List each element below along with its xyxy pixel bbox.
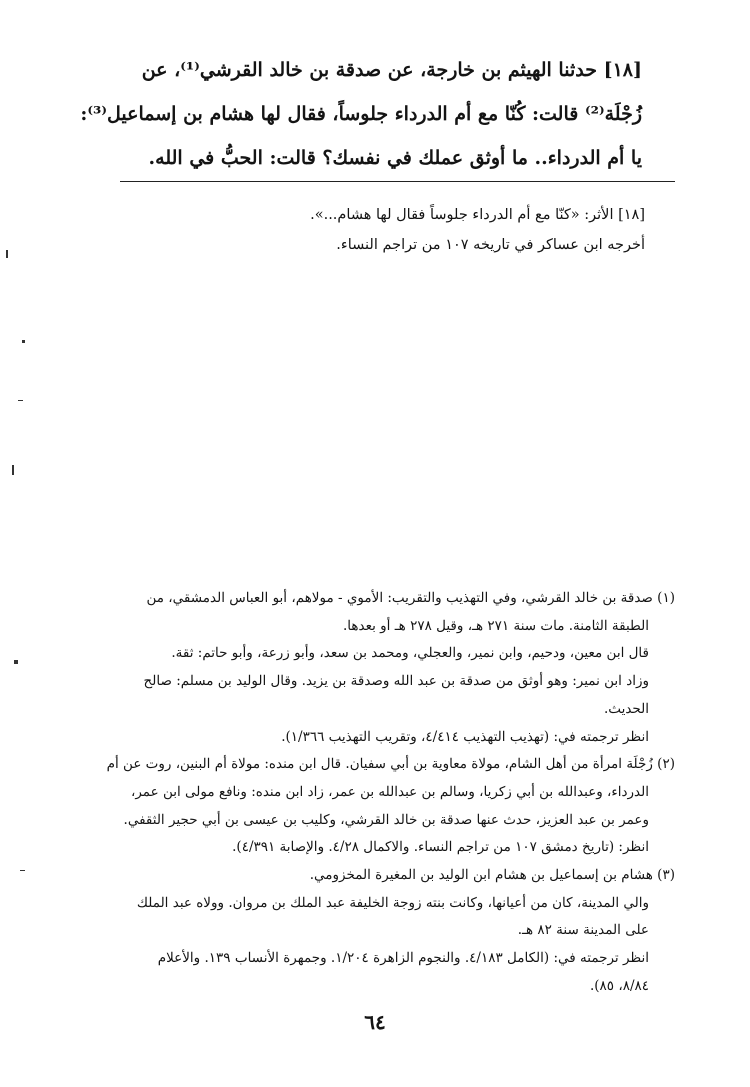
scan-speck — [6, 250, 8, 258]
footnote-line: ٨/٨٤، ٨٥). — [589, 977, 649, 994]
footnote-line: والي المدينة، كان من أعيانها، وكانت بنته زوجة الخليفة عبد الملك بن مروان. وولاه عبد الملك — [136, 894, 649, 911]
footnote-line: (٣) هشام بن إسماعيل بن هشام ابن الوليد بن المغيرة المخزومي. — [309, 867, 675, 884]
footnote-line: وعمر بن عبد العزيز، حدث عنها صدقة بن خالد القرشي، وكليب بن عيسى بن أبي حجير الثقفي. — [123, 811, 649, 828]
main-text-line: [١٨] حدثنا الهيثم بن خارجة، عن صدقة بن خالد القرشي⁽¹⁾، عن — [141, 59, 642, 81]
footnote-line: انظر ترجمته في: (تهذيب التهذيب ٤/٤١٤، وتقريب التهذيب ١/٣٦٦). — [281, 728, 649, 745]
footnote-line: انظر ترجمته في: (الكامل ٤/١٨٣. والنجوم الزاهرة ١/٢٠٤. وجمهرة الأنساب ١٣٩. والأعلام — [157, 950, 649, 967]
scan-speck — [20, 870, 25, 871]
athar-note-line: أخرجه ابن عساكر في تاريخه ١٠٧ من تراجم النساء. — [336, 237, 645, 253]
footnote-line: الدرداء، وعبدالله بن أبي زكريا، وسالم بن عبدالله بن عمر، زاد ابن منده: ونافع مولى ابن عمر، — [130, 783, 649, 800]
footnote-line: (١) صدقة بن خالد القرشي، وفي التهذيب والتقريب: الأموي - مولاهم، أبو العباس الدمشقي، من — [146, 590, 675, 606]
footnote-line: قال ابن معين، ودحيم، وابن نمير، والعجلي، ومحمد بن سعد، وأبو زرعة، وأبو حاتم: ثقة. — [171, 645, 649, 662]
main-text-line: زُجْلَة⁽²⁾ قالت: كُنّا مع أم الدرداء جلوساً، فقال لها هشام بن إسماعيل⁽³⁾: — [80, 103, 642, 125]
scan-speck — [12, 465, 14, 475]
scan-speck — [18, 400, 23, 401]
footnote-line: الحديث. — [604, 700, 649, 717]
separator-rule — [120, 181, 675, 182]
footnote-line: انظر: (تاريخ دمشق ١٠٧ من تراجم النساء. والاكمال ٤/٢٨. والإصابة ٤/٣٩١). — [232, 839, 649, 856]
footnote-line: (٢) زُجْلَة امرأة من أهل الشام، مولاة معاوية بن أبي سفيان. قال ابن منده: مولاة أم البنين، روت عن أم — [106, 756, 675, 773]
main-text — [80, 48, 642, 180]
athar-note-line: [١٨] الأثر: «كنّا مع أم الدرداء جلوساً فقال لها هشام...». — [310, 207, 645, 223]
scan-speck — [14, 660, 18, 664]
athar-note — [180, 200, 645, 260]
page-number: ٦٤ — [364, 1010, 386, 1034]
footnote-line: على المدينة سنة ٨٢ هـ. — [517, 922, 649, 939]
footnote-line: الطبقة الثامنة. مات سنة ٢٧١ هـ، وقيل ٢٧٨ هـ أو بعدها. — [342, 617, 649, 634]
footnotes — [90, 585, 675, 1001]
main-text-line: يا أم الدرداء.. ما أوثق عملك في نفسك؟ قالت: الحبُّ في الله. — [148, 147, 642, 169]
scan-speck — [22, 340, 25, 343]
footnote-line: وزاد ابن نمير: وهو أوثق من صدقة بن عبد الله وصدقة بن يزيد. وقال الوليد بن مسلم: صالح — [143, 673, 649, 690]
